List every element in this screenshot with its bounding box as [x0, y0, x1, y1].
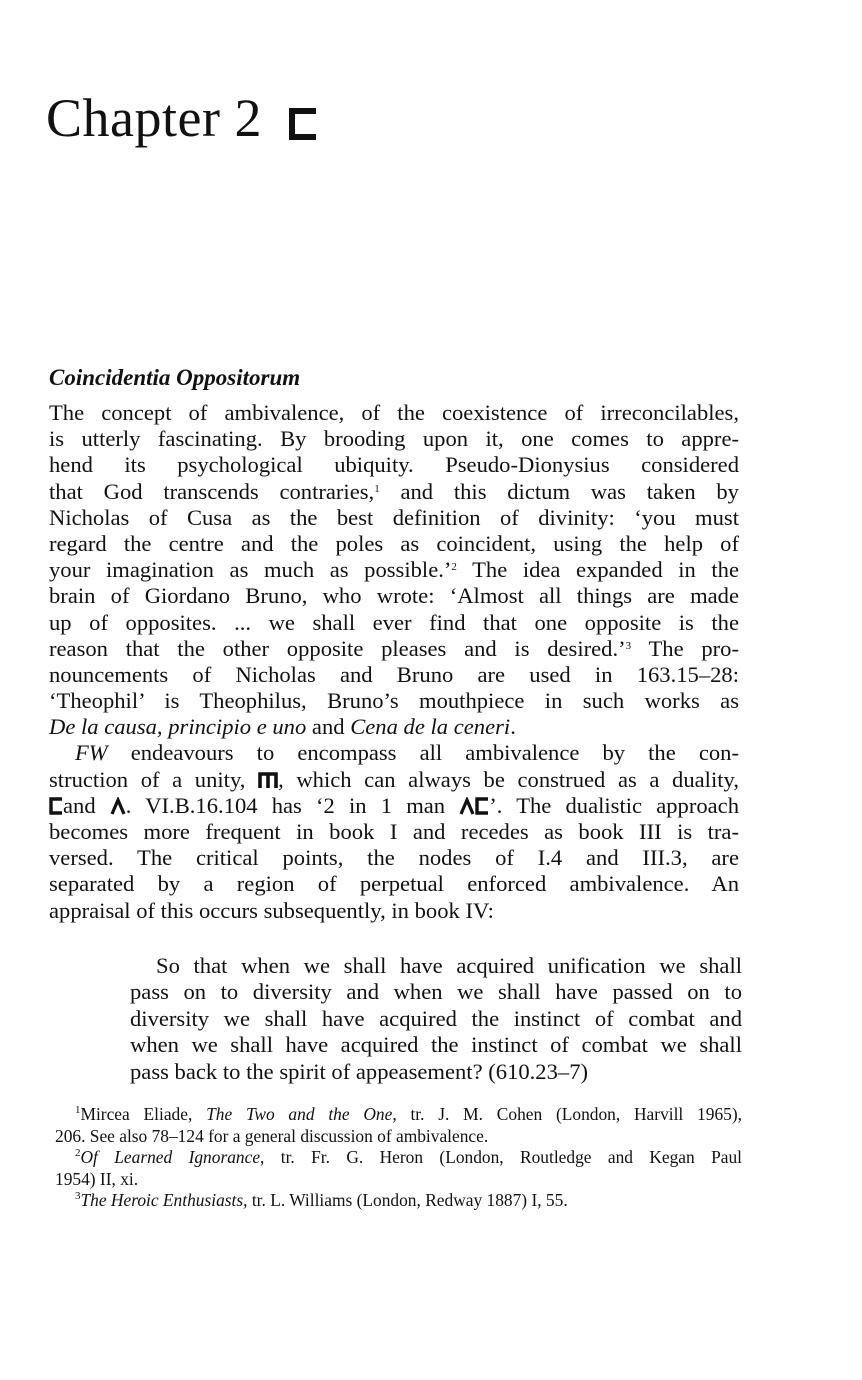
- text-line: [49, 557, 739, 583]
- text-line: becomes more frequent in book I and recedes as book III is tra-: [49, 819, 739, 844]
- text-line: versed. The critical points, the nodes of I.4 and III.3, are: [49, 845, 739, 871]
- text-run: and this dictum was taken by: [379, 478, 739, 504]
- footnote-line: 206. See also 78–124 for a general discussion of ambivalence.: [55, 1125, 489, 1146]
- paragraph: [49, 400, 739, 740]
- chapter-title: [46, 86, 318, 154]
- text-run: and: [63, 792, 110, 818]
- text-run: , which can always be construed as a duality,: [278, 766, 739, 792]
- italic-title: De la causa, principio e uno: [49, 714, 307, 740]
- footnote-line: [55, 1147, 742, 1169]
- text-run: . VI.B.16.104 has ‘2 in 1 man: [125, 792, 460, 818]
- text-line: separated by a region of perpetual enforced ambivalence. An: [49, 871, 739, 897]
- text-run: your imagination as much as possible.’: [49, 557, 452, 583]
- quote-line: pass on to diversity and when we shall have passed on to: [130, 979, 742, 1005]
- text-run: , tr. J. M. Cohen (London, Harvill 1965),: [392, 1104, 742, 1124]
- italic-title: Of Learned Ignorance: [80, 1147, 261, 1168]
- caret-bracket-siglum-icon: [459, 795, 489, 821]
- text-line: [49, 479, 739, 505]
- footnote-ref[interactable]: 2: [451, 561, 457, 574]
- section-heading: Coincidentia Oppositorum: [49, 365, 301, 390]
- footnote-mark: 3: [75, 1190, 81, 1203]
- italic-title: The Two and the One: [206, 1104, 393, 1124]
- text-run: ’. The dualistic approach: [489, 792, 740, 818]
- block-quote: [130, 953, 742, 1085]
- chapter-title-text: Chapter 2: [46, 88, 262, 148]
- text-line: [49, 767, 739, 793]
- footnote-line: [55, 1190, 742, 1212]
- footnotes: [55, 1104, 742, 1212]
- text-line: [49, 740, 739, 766]
- text-run: that God transcends contraries,: [49, 478, 375, 504]
- text-run: and: [306, 714, 351, 740]
- square-bracket-siglum-icon: [288, 90, 318, 154]
- italic-abbrev: FW: [75, 740, 108, 766]
- text-line: appraisal of this occurs subsequently, in book IV:: [49, 897, 494, 923]
- text-line: regard the centre and the poles as coincident, using the help of: [49, 530, 739, 556]
- footnote-mark: 2: [75, 1147, 81, 1160]
- text-line: Nicholas of Cusa as the best definition of divinity: ‘you must: [49, 504, 739, 530]
- body-text: [49, 400, 739, 924]
- text-run: .: [510, 714, 516, 740]
- text-line: [49, 714, 739, 740]
- text-run: reason that the other opposite pleases and is desired.’: [49, 635, 626, 661]
- text-line: up of opposites. ... we shall ever find that one opposite is the: [49, 609, 739, 635]
- text-line: The concept of ambivalence, of the coexistence of irreconcilables,: [49, 400, 739, 425]
- text-run: , tr. L. Williams (London, Redway 1887) I, 55.: [243, 1190, 568, 1211]
- caret-siglum-icon: [110, 795, 126, 821]
- quote-line: pass back to the spirit of appeasement? (610.23–7): [130, 1058, 589, 1084]
- text-line: nouncements of Nicholas and Bruno are used in 163.15–28:: [49, 661, 739, 687]
- italic-title: The Heroic Enthusiasts: [80, 1190, 244, 1211]
- m-siglum-icon: [258, 769, 278, 795]
- text-run: struction of a unity,: [49, 766, 259, 792]
- footnote-line: [55, 1104, 742, 1126]
- text-line: is utterly fascinating. By brooding upon it, one comes to appre-: [49, 426, 739, 452]
- footnote-line: 1954) II, xi.: [55, 1168, 139, 1189]
- footnote-mark: 1: [75, 1104, 81, 1116]
- text-run: Mircea Eliade,: [80, 1104, 207, 1124]
- text-line: brain of Giordano Bruno, who wrote: ‘Almost all things are made: [49, 583, 739, 609]
- quote-line: So that when we shall have acquired unification we shall: [156, 953, 742, 978]
- text-line: ‘Theophil’ is Theophilus, Bruno’s mouthpiece in such works as: [49, 688, 739, 714]
- quote-line: diversity we shall have acquired the instinct of combat and: [130, 1005, 742, 1031]
- text-line: hend its psychological ubiquity. Pseudo-Dionysius considered: [49, 452, 739, 478]
- text-line: [49, 636, 739, 662]
- italic-title: Cena de la ceneri: [350, 714, 511, 740]
- text-line: [49, 793, 739, 819]
- footnote-ref[interactable]: 1: [374, 482, 380, 495]
- quote-line: when we shall have acquired the instinct of combat we shall: [130, 1032, 742, 1058]
- text-run: The idea expanded in the: [456, 557, 739, 583]
- square-bracket-siglum-icon: [49, 795, 63, 821]
- paragraph: [49, 740, 739, 923]
- text-run: , tr. Fr. G. Heron (London, Routledge and Kegan Paul: [260, 1147, 742, 1168]
- footnote-ref[interactable]: 3: [625, 639, 632, 652]
- text-run: endeavours to encompass all ambivalence by the con-: [107, 740, 739, 766]
- text-run: The pro-: [631, 635, 739, 661]
